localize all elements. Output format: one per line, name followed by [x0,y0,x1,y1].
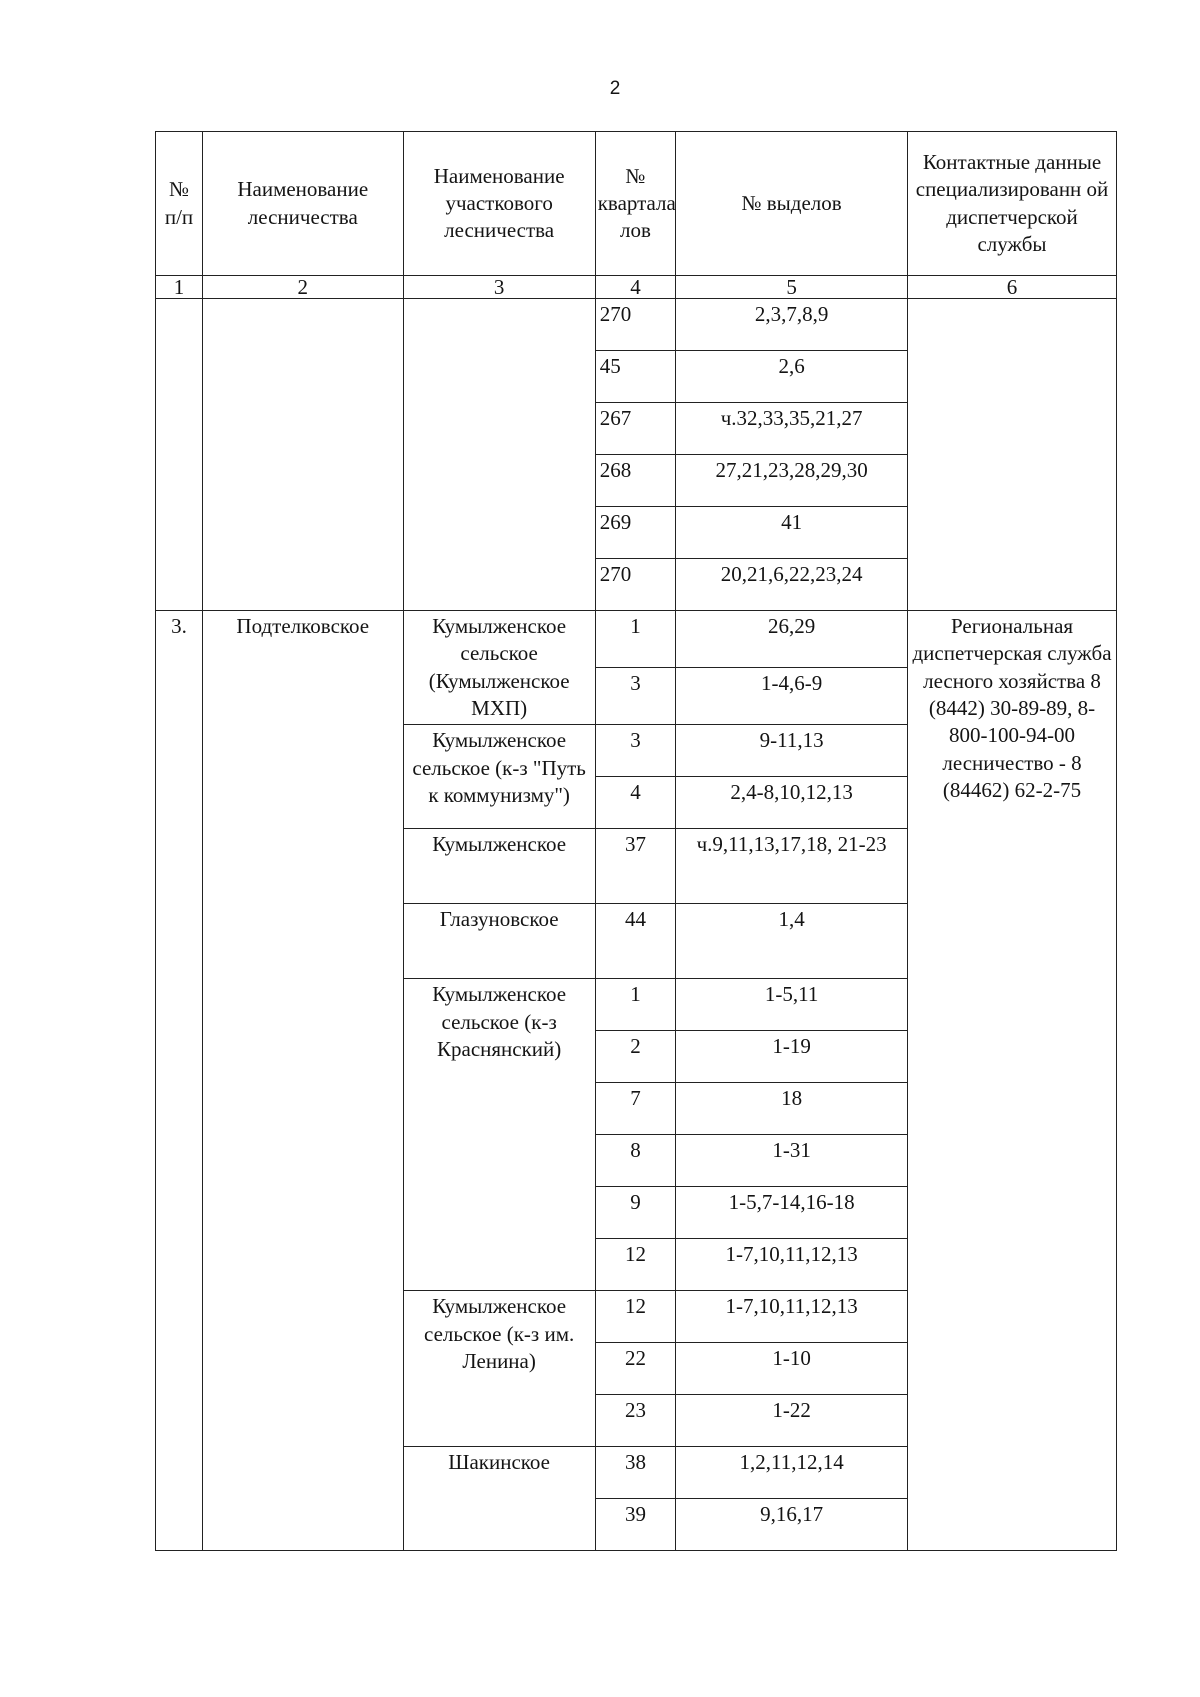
section-number: 3. [156,611,203,1551]
allotments-cell: 1-10 [676,1343,908,1395]
header-cell: № п/п [156,132,203,276]
allotments-cell: 41 [676,507,908,559]
quarter-cell: 37 [595,829,675,904]
column-number-row [156,276,1117,299]
quarter-cell: 1 [595,611,675,668]
allotments-cell: 1,4 [676,904,908,979]
quarter-cell: 8 [595,1135,675,1187]
allotments-cell: 20,21,6,22,23,24 [676,559,908,611]
district-name: Кумылженское сельское (к-з Краснянский) [403,979,595,1291]
table-body [156,299,1117,1551]
table-row [156,299,1117,351]
contact-info: Региональная диспетчерская служба лесного хозяйства 8 (8442) 30-89-89, 8-800-100-94-00 лесничество - 8 (84462) 62-2-75 [908,611,1117,1551]
quarter-cell: 270 [595,299,675,351]
column-number: 5 [676,276,908,299]
quarter-cell: 3 [595,668,675,725]
allotments-cell: 1-19 [676,1031,908,1083]
allotments-cell: 1-5,11 [676,979,908,1031]
quarter-cell: 38 [595,1447,675,1499]
allotments-cell: ч.32,33,35,21,27 [676,403,908,455]
allotments-cell: ч.9,11,13,17,18, 21-23 [676,829,908,904]
district-name: Кумылженское сельское (к-з "Путь к коммунизму") [403,725,595,829]
allotments-cell: 1-31 [676,1135,908,1187]
quarter-cell: 268 [595,455,675,507]
district-name: Глазуновское [403,904,595,979]
allotments-cell: 1,2,11,12,14 [676,1447,908,1499]
quarter-cell: 39 [595,1499,675,1551]
allotments-cell: 9,16,17 [676,1499,908,1551]
column-number: 3 [403,276,595,299]
allotments-cell: 26,29 [676,611,908,668]
header-cell: № выделов [676,132,908,276]
allotments-cell: 1-7,10,11,12,13 [676,1291,908,1343]
header-cell: Наименование участкового лесничества [403,132,595,276]
forestry-cell [203,299,404,611]
forestry-table [155,131,1117,1551]
quarter-cell: 23 [595,1395,675,1447]
quarter-cell: 267 [595,403,675,455]
quarter-cell: 44 [595,904,675,979]
district-cell [403,299,595,611]
forestry-name: Подтелковское [203,611,404,1551]
allotments-cell: 1-22 [676,1395,908,1447]
allotments-cell: 1-7,10,11,12,13 [676,1239,908,1291]
column-number: 2 [203,276,404,299]
quarter-cell: 12 [595,1239,675,1291]
district-name: Шакинское [403,1447,595,1551]
quarter-cell: 3 [595,725,675,777]
column-number: 6 [908,276,1117,299]
column-number: 1 [156,276,203,299]
quarter-cell: 4 [595,777,675,829]
allotments-cell: 1-4,6-9 [676,668,908,725]
quarter-cell: 12 [595,1291,675,1343]
allotments-cell: 9-11,13 [676,725,908,777]
quarter-cell: 7 [595,1083,675,1135]
quarter-cell: 269 [595,507,675,559]
allotments-cell: 1-5,7-14,16-18 [676,1187,908,1239]
district-name: Кумылженское [403,829,595,904]
quarter-cell: 45 [595,351,675,403]
allotments-cell: 18 [676,1083,908,1135]
allotments-cell: 2,6 [676,351,908,403]
column-number: 4 [595,276,675,299]
header-cell: Наименование лесничества [203,132,404,276]
table-row [156,611,1117,668]
quarter-cell: 2 [595,1031,675,1083]
quarter-cell: 1 [595,979,675,1031]
number-cell [156,299,203,611]
quarter-cell: 270 [595,559,675,611]
district-name: Кумылженское сельское (к-з им. Ленина) [403,1291,595,1447]
allotments-cell: 27,21,23,28,29,30 [676,455,908,507]
page-number: 2 [609,78,621,99]
district-name: Кумылженское сельское (Кумылженское МХП) [403,611,595,725]
contact-cell [908,299,1117,611]
header-cell: № квартала лов [595,132,675,276]
header-cell: Контактные данные специализированн ой диспетчерской службы [908,132,1117,276]
allotments-cell: 2,3,7,8,9 [676,299,908,351]
quarter-cell: 9 [595,1187,675,1239]
header-row [156,132,1117,276]
forestry-table-container [155,131,1117,1551]
quarter-cell: 22 [595,1343,675,1395]
allotments-cell: 2,4-8,10,12,13 [676,777,908,829]
